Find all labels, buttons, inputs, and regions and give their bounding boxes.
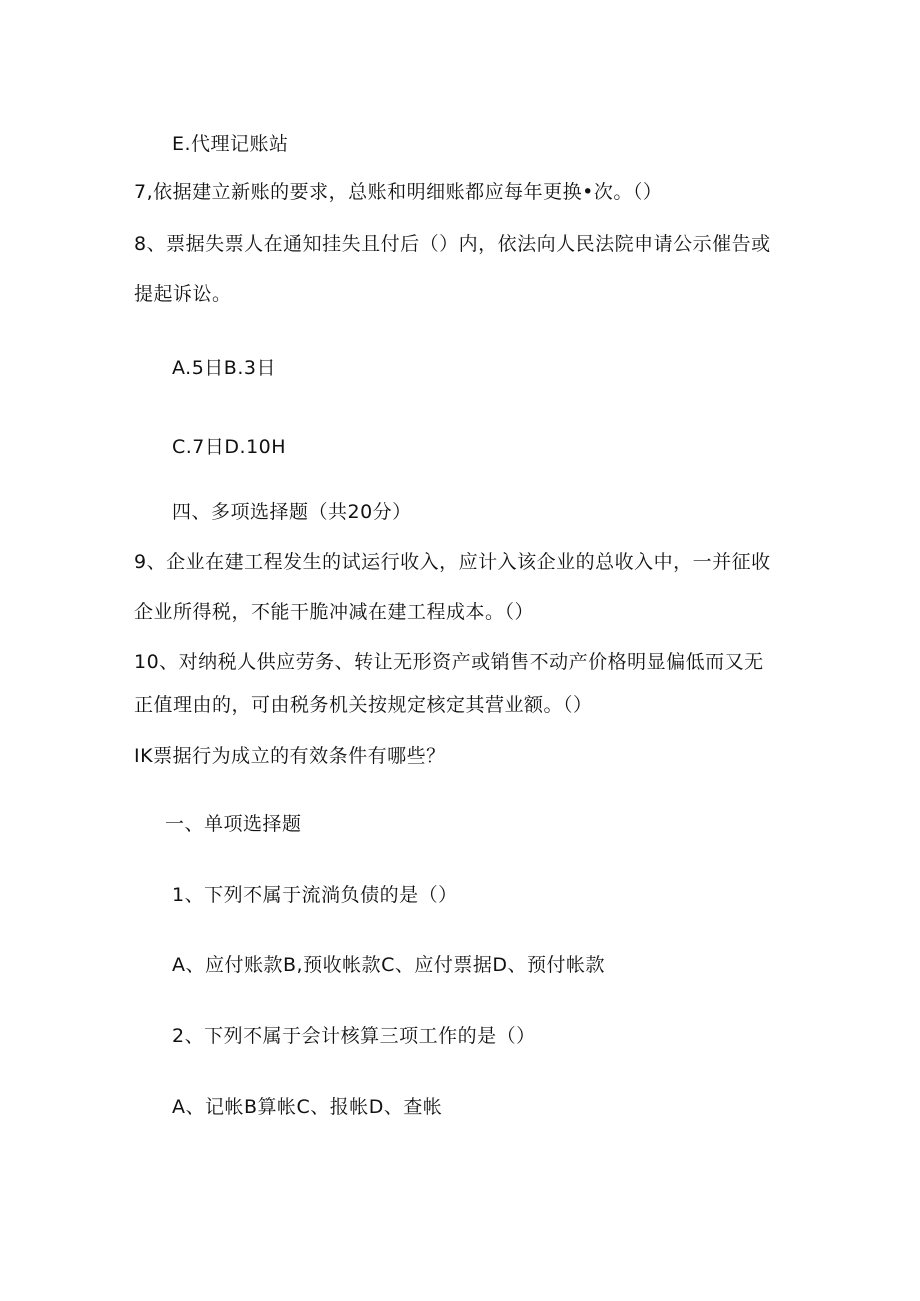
single-choice-options-1: A、应付账款B,预收帐款C、应付票据D、预付帐款 bbox=[172, 954, 605, 976]
single-choice-question-2: 2、下列不属于会计核算三项工作的是（） bbox=[172, 1025, 536, 1047]
question-10-continued: 正值理由的，可由税务机关按规定核定其营业额。（） bbox=[134, 694, 593, 716]
single-choice-question-1: 1、下列不属于流淌负债的是（） bbox=[172, 884, 458, 906]
question-8: 8、票据失票人在通知挂失且付后（）内，依法向人民法院申请公示催告或 bbox=[134, 233, 771, 255]
question-8-continued: 提起诉讼。 bbox=[134, 283, 232, 305]
section-heading-multiple-choice: 四、多项选择题（共20分） bbox=[172, 501, 412, 523]
single-choice-options-2: A、记帐B算帐C、报帐D、查帐 bbox=[172, 1096, 443, 1118]
options-line-ab: A.5日B.3日 bbox=[172, 357, 276, 379]
question-7: 7,依据建立新账的要求，总账和明细账都应每年更换•次。（） bbox=[134, 181, 663, 203]
question-9: 9、企业在建工程发生的试运行收入，应计入该企业的总收入中，一并征收 bbox=[134, 551, 771, 573]
question-10: 10、对纳税人供应劳务、转让无形资产或销售不动产价格明显偏低而又无 bbox=[134, 651, 764, 673]
question-9-continued: 企业所得税，不能干脆冲减在建工程成本。（） bbox=[134, 601, 535, 623]
section-heading-single-choice: 一、单项选择题 bbox=[165, 813, 302, 835]
options-line-cd: C.7日D.10H bbox=[172, 436, 287, 458]
question-11: IK票据行为成立的有效条件有哪些？ bbox=[134, 745, 446, 767]
option-line-e: E.代理记账站 bbox=[172, 133, 289, 155]
